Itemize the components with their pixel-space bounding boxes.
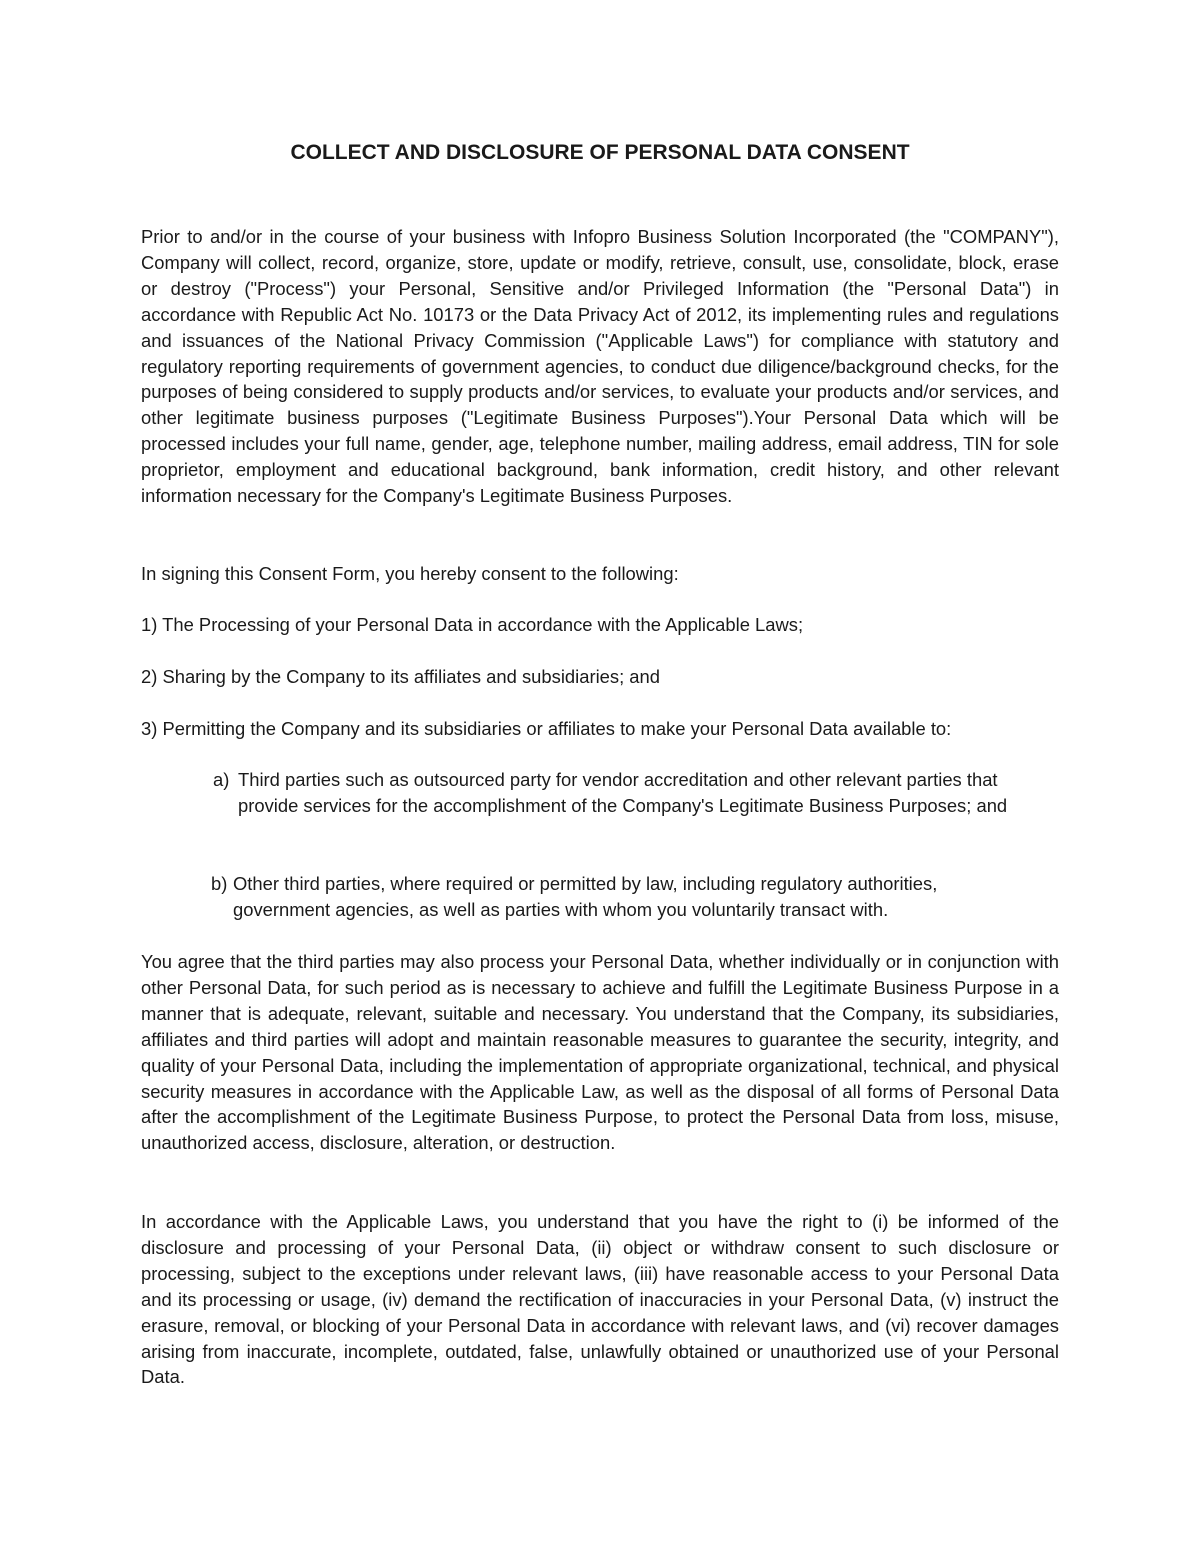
consent-subitem-b: [211, 871, 1059, 923]
document-title: COLLECT AND DISCLOSURE OF PERSONAL DATA CONSENT: [290, 141, 910, 164]
subitem-label: a): [213, 769, 230, 790]
consent-lead: In signing this Consent Form, you hereby consent to the following:: [141, 563, 679, 584]
consent-item-2: 2) Sharing by the Company to its affiliates and subsidiaries; and: [141, 666, 660, 687]
rights-paragraph: In accordance with the Applicable Laws, you understand that you have the right to (i) be informed of the disclosure and processing of your Personal Data, (ii) object or withdraw consent to such disclosure or processing, subject to the exceptions under relevant laws, (iii) have reasonable access to your Personal Data and its processing or usage, (iv) demand the rectification of inaccuracies in your Personal Data, (v) instruct the erasure, removal, or blocking of your Personal Data in accordance with relevant laws, and (vi) recover damages arising from inaccurate, incomplete, outdated, false, unlawfully obtained or unauthorized use of your Personal Data.: [141, 1211, 1059, 1388]
intro-paragraph: Prior to and/or in the course of your business with Infopro Business Solution Incorporated (the "COMPANY"), Company will collect, record, organize, store, update or modify, retrieve, consult, use, consolidate, block, erase or destroy ("Process") your Personal, Sensitive and/or Privileged Information (the "Personal Data") in accordance with Republic Act No. 10173 or the Data Privacy Act of 2012, its implementing rules and regulations and issuances of the National Privacy Commission ("Applicable Laws") for compliance with statutory and regulatory reporting requirements of government agencies, to conduct due diligence/background checks, for the purposes of being considered to supply products and/or services, to evaluate your products and/or services, and other legitimate business purposes ("Legitimate Business Purposes").Your Personal Data which will be processed includes your full name, gender, age, telephone number, mailing address, email address, TIN for sole proprietor, employment and educational background, bank information, credit history, and other relevant information necessary for the Company's Legitimate Business Purposes.: [141, 226, 1059, 507]
consent-subitem-a: [213, 767, 1059, 819]
subitem-text: Other third parties, where required or permitted by law, including regulatory authorities, government agencies, as well as parties with whom you voluntarily transact with.: [233, 873, 938, 920]
third-party-paragraph: You agree that the third parties may also process your Personal Data, whether individually or in conjunction with other Personal Data, for such period as is necessary to achieve and fulfill the Legitimate Business Purpose in a manner that is adequate, relevant, suitable and necessary. You understand that the Company, its subsidiaries, affiliates and third parties will adopt and maintain reasonable measures to guarantee the security, integrity, and quality of your Personal Data, including the implementation of appropriate organizational, technical, and physical security measures in accordance with the Applicable Law, as well as the disposal of all forms of Personal Data after the accomplishment of the Legitimate Business Purpose, to protect the Personal Data from loss, misuse, unauthorized access, disclosure, alteration, or destruction.: [141, 951, 1059, 1154]
consent-item-1: 1) The Processing of your Personal Data in accordance with the Applicable Laws;: [141, 614, 804, 635]
subitem-label: b): [211, 873, 228, 894]
consent-item-3: 3) Permitting the Company and its subsidiaries or affiliates to make your Personal Data available to:: [141, 718, 952, 739]
subitem-text: Third parties such as outsourced party for vendor accreditation and other relevant parties that provide services for the accomplishment of the Company's Legitimate Business Purposes; and: [238, 769, 1008, 816]
